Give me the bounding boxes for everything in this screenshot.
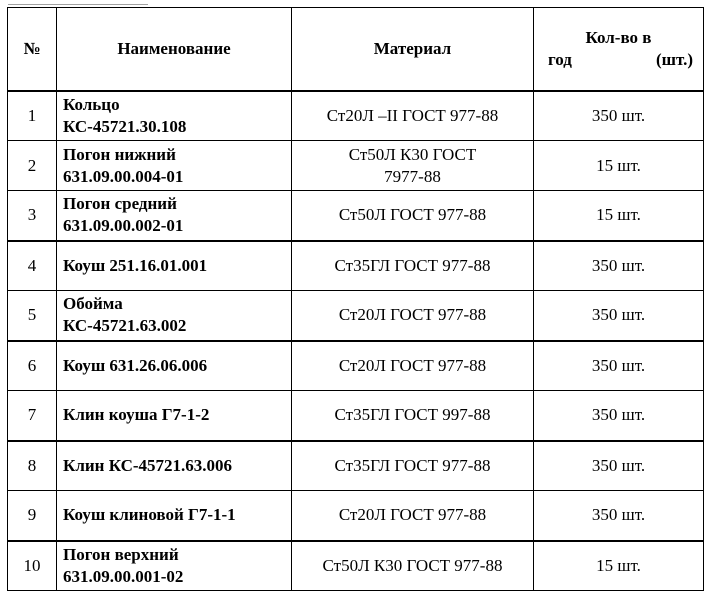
- row-material: [292, 241, 534, 291]
- table-row: [8, 91, 704, 141]
- row-name-line1: Коуш 631.26.06.006: [63, 355, 208, 375]
- row-material-line1: Ст50Л К30 ГОСТ 977-88: [322, 555, 503, 575]
- table-header-row: [8, 8, 704, 91]
- row-name-line1: Погон нижний: [63, 144, 176, 164]
- row-material: [292, 141, 534, 191]
- row-name: [57, 341, 292, 391]
- table-row: [8, 241, 704, 291]
- row-material: [292, 441, 534, 491]
- row-material-line1: Ст20Л –II ГОСТ 977-88: [326, 105, 499, 125]
- row-number: 10: [8, 541, 57, 591]
- header-quantity: [534, 8, 704, 91]
- row-name-line1: Кольцо: [63, 94, 120, 114]
- row-number: 7: [8, 391, 57, 441]
- row-name: [57, 141, 292, 191]
- row-number: 5: [8, 291, 57, 341]
- row-quantity: 350 шт.: [534, 491, 704, 541]
- row-name-line1: Коуш клиновой Г7-1-1: [63, 505, 236, 525]
- row-number: 6: [8, 341, 57, 391]
- row-number: 1: [8, 91, 57, 141]
- row-number: 9: [8, 491, 57, 541]
- castings-table: [7, 7, 704, 591]
- table-row: [8, 291, 704, 341]
- row-number: 3: [8, 191, 57, 241]
- row-name-line2: 631.09.00.002-01: [63, 216, 184, 236]
- row-name-line2: КС-45721.30.108: [63, 116, 187, 136]
- row-name: [57, 491, 292, 541]
- header-quantity-line1: Кол-во в: [585, 27, 652, 47]
- row-material-line1: Ст20Л ГОСТ 977-88: [338, 355, 487, 375]
- row-material-line1: Ст50Л ГОСТ 977-88: [338, 205, 487, 225]
- row-material-line2: 7977-88: [384, 166, 441, 186]
- row-name-line1: Погон верхний: [63, 544, 179, 564]
- table-row: [8, 491, 704, 541]
- table-row: [8, 441, 704, 491]
- table-row: [8, 391, 704, 441]
- header-number: №: [8, 8, 57, 91]
- row-material: [292, 341, 534, 391]
- row-name-line1: Клин коуша Г7-1-2: [63, 405, 210, 425]
- row-number: 4: [8, 241, 57, 291]
- table-row: [8, 191, 704, 241]
- row-name-line1: Клин КС-45721.63.006: [63, 455, 233, 475]
- row-name: [57, 441, 292, 491]
- row-number: 8: [8, 441, 57, 491]
- row-name-line2: КС-45721.63.002: [63, 316, 187, 336]
- row-quantity: 15 шт.: [534, 141, 704, 191]
- row-material-line1: Ст20Л ГОСТ 977-88: [338, 305, 487, 325]
- table-row: [8, 541, 704, 591]
- row-quantity: 15 шт.: [534, 541, 704, 591]
- row-name-line2: 631.09.00.001-02: [63, 566, 184, 586]
- row-material-line1: Ст35ГЛ ГОСТ 977-88: [334, 455, 491, 475]
- row-name-line1: Обойма: [63, 294, 123, 314]
- row-name-line2: 631.09.00.004-01: [63, 166, 184, 186]
- row-quantity: 350 шт.: [534, 391, 704, 441]
- row-quantity: 15 шт.: [534, 191, 704, 241]
- row-material-line1: Ст20Л ГОСТ 977-88: [338, 505, 487, 525]
- row-material-line1: Ст50Л К30 ГОСТ: [348, 144, 477, 164]
- row-material-line1: Ст35ГЛ ГОСТ 997-88: [334, 405, 491, 425]
- table-row: [8, 141, 704, 191]
- row-material: [292, 491, 534, 541]
- row-name: [57, 91, 292, 141]
- header-material: Материал: [292, 8, 534, 91]
- row-material: [292, 91, 534, 141]
- row-name-line1: Коуш 251.16.01.001: [63, 255, 208, 275]
- row-name: [57, 291, 292, 341]
- row-quantity: 350 шт.: [534, 341, 704, 391]
- row-quantity: 350 шт.: [534, 291, 704, 341]
- header-name: Наименование: [57, 8, 292, 91]
- row-quantity: 350 шт.: [534, 441, 704, 491]
- row-material: [292, 191, 534, 241]
- row-name: [57, 241, 292, 291]
- row-material: [292, 291, 534, 341]
- row-material: [292, 391, 534, 441]
- row-name: [57, 191, 292, 241]
- page-top-edge: [8, 0, 148, 5]
- row-quantity: 350 шт.: [534, 241, 704, 291]
- table-row: [8, 341, 704, 391]
- row-name: [57, 541, 292, 591]
- row-name-line1: Погон средний: [63, 194, 177, 214]
- row-material-line1: Ст35ГЛ ГОСТ 977-88: [334, 255, 491, 275]
- header-quantity-unit: (шт.): [656, 49, 693, 69]
- row-name: [57, 391, 292, 441]
- row-material: [292, 541, 534, 591]
- header-quantity-year: год: [548, 49, 572, 69]
- row-number: 2: [8, 141, 57, 191]
- row-quantity: 350 шт.: [534, 91, 704, 141]
